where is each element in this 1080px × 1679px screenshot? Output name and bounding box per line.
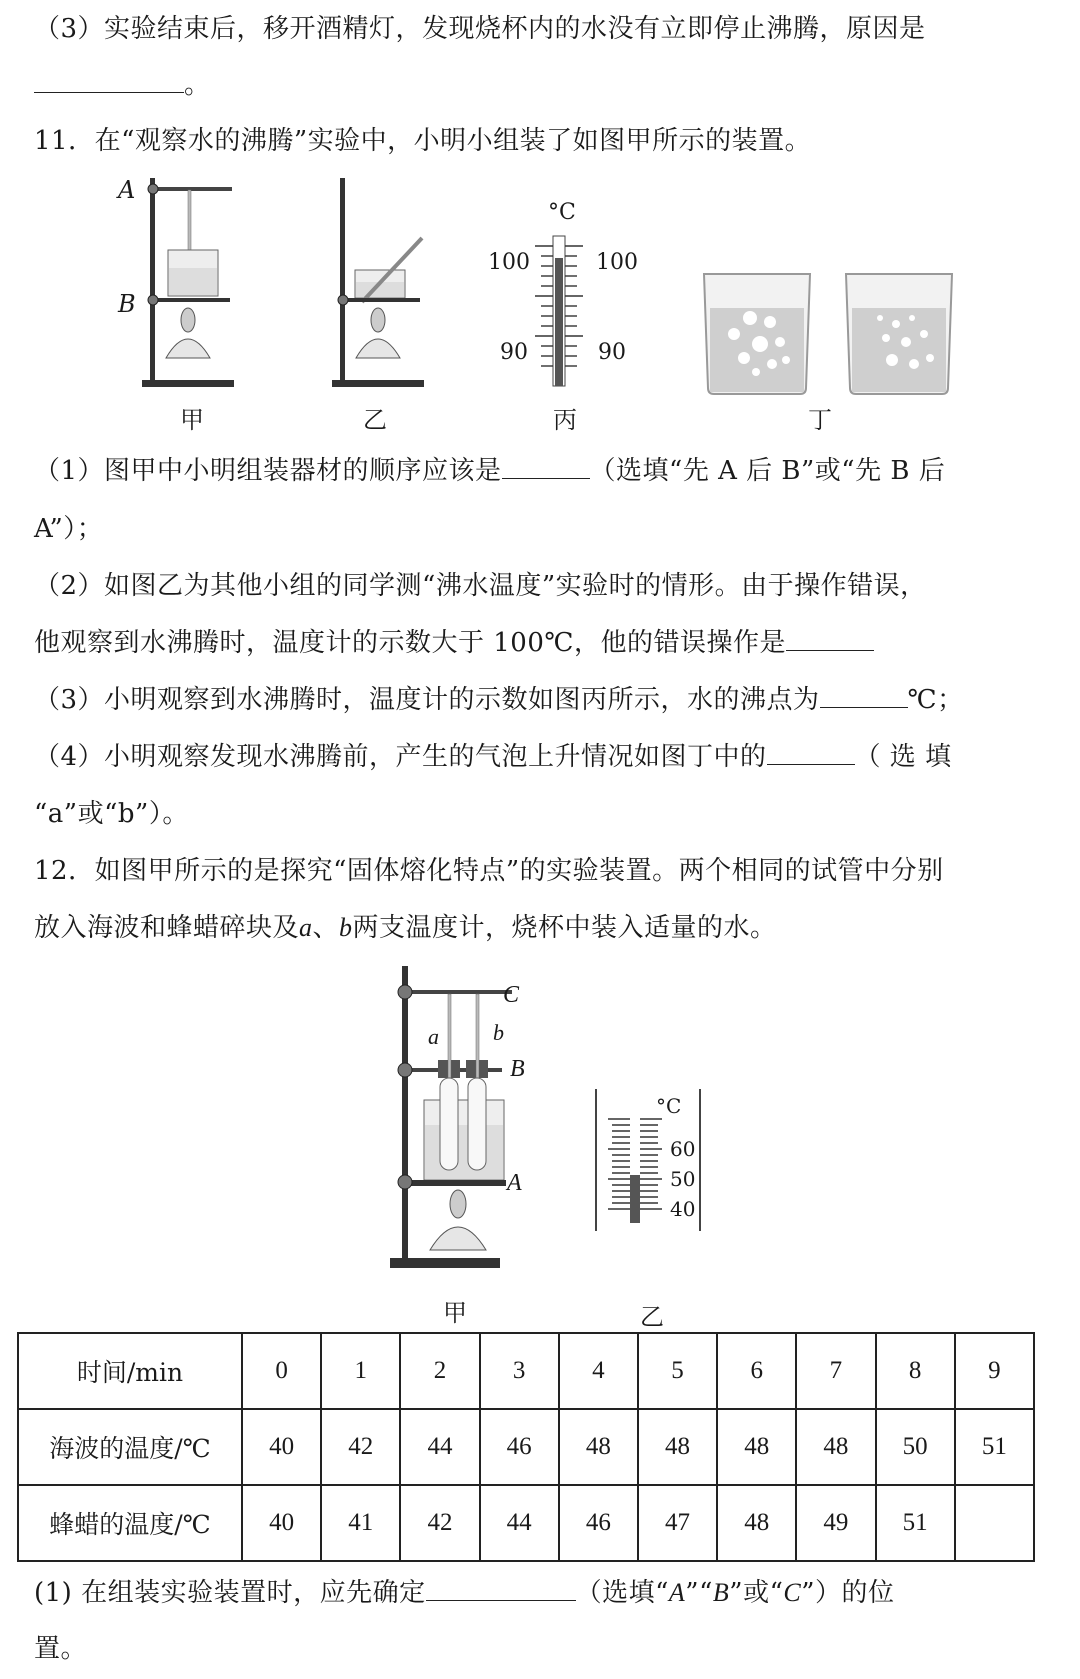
- caption-bing: 丙: [553, 406, 577, 434]
- q11-part4-options: （ 选 填: [854, 742, 952, 772]
- q11-figure-yi: [320, 170, 450, 395]
- table-cell: 47: [638, 1485, 717, 1561]
- q10-part3-end: 。: [184, 70, 211, 100]
- q12-data-table: [17, 1332, 1035, 1562]
- table-cell: 7: [796, 1333, 875, 1409]
- q12-part1-options-open: （选填“: [575, 1578, 669, 1608]
- q11-figure-bing-thermometer: [525, 228, 595, 388]
- q11-figure-jia: [120, 170, 250, 395]
- q12-stem-text-2: 放入海波和蜂蜡碎块及: [34, 913, 300, 943]
- table-header-label: 时间/min: [18, 1333, 242, 1409]
- q11-part1-line1: [34, 450, 1046, 487]
- q12-stem-text-3: 两支温度计，烧杯中装入适量的水。: [352, 913, 777, 943]
- answer-blank[interactable]: [786, 628, 874, 651]
- q11-figure-ding-beakers: [700, 268, 970, 398]
- answer-blank[interactable]: [34, 70, 184, 93]
- q12-stem-line2: [34, 907, 1046, 944]
- option-C: C: [783, 1578, 802, 1607]
- q11-part2-text-2: 他观察到水沸腾时，温度计的示数大于 100℃，他的错误操作是: [34, 628, 786, 658]
- q11-part2-line1: [34, 565, 1046, 602]
- option-B: B: [712, 1578, 730, 1607]
- q11-part2-line2: [34, 622, 1046, 659]
- q10-part3-text: （3）实验结束后，移开酒精灯，发现烧杯内的水没有立即停止沸腾，原因是: [34, 14, 926, 44]
- table-row: [18, 1333, 1034, 1409]
- table-cell: 41: [321, 1485, 400, 1561]
- q11-part1-options: （选填“先 A 后 B”或“先 B 后: [589, 456, 946, 486]
- q11-part3-text: （3）小明观察到水沸腾时，温度计的示数如图丙所示，水的沸点为: [34, 685, 820, 715]
- q11-part2-text: （2）如图乙为其他小组的同学测“沸水温度”实验时的情形。由于操作错误，: [34, 571, 927, 601]
- caption-jia-q12: 甲: [443, 1299, 467, 1327]
- yi-tick-50: 50: [670, 1167, 696, 1191]
- yi-unit: °C: [656, 1094, 682, 1118]
- bing-tick-90-right: 90: [598, 340, 626, 365]
- table-cell: 46: [559, 1485, 638, 1561]
- table-cell: 44: [480, 1485, 559, 1561]
- q11-part1-options-end: A”）；: [34, 514, 104, 544]
- table-cell: 6: [717, 1333, 796, 1409]
- label-A: A: [507, 1170, 522, 1196]
- answer-blank[interactable]: [820, 685, 908, 708]
- table-cell: 46: [480, 1409, 559, 1485]
- q10-part3-answer-line: [34, 64, 1046, 101]
- bing-tick-90-left: 90: [500, 340, 528, 365]
- table-cell: 3: [480, 1333, 559, 1409]
- q12-part1-text: (1) 在组装实验装置时，应先确定: [34, 1578, 426, 1608]
- table-cell: 51: [955, 1409, 1034, 1485]
- table-cell: 2: [400, 1333, 479, 1409]
- caption-yi: 乙: [363, 406, 387, 434]
- q11-part3-line: [34, 679, 1046, 716]
- table-cell: 48: [559, 1409, 638, 1485]
- table-cell: 48: [717, 1409, 796, 1485]
- table-cell: 42: [400, 1485, 479, 1561]
- q12-stem-text: 12．如图甲所示的是探究“固体熔化特点”的实验装置。两个相同的试管中分别: [34, 856, 944, 886]
- var-a: a: [299, 913, 313, 942]
- label-B: B: [510, 1056, 525, 1082]
- bing-tick-100-right: 100: [596, 250, 638, 275]
- label-A: A: [118, 176, 136, 204]
- q11-stem-text: 11．在“观察水的沸腾”实验中，小明小组装了如图甲所示的装置。: [34, 126, 812, 156]
- table-cell: 50: [876, 1409, 955, 1485]
- table-cell: 9: [955, 1333, 1034, 1409]
- q11-part4-line2: [34, 793, 1046, 830]
- answer-blank[interactable]: [426, 1578, 576, 1601]
- q12-part1-line2: [34, 1628, 1046, 1665]
- label-B: B: [118, 290, 136, 318]
- table-cell: 40: [242, 1485, 321, 1561]
- table-cell: 8: [876, 1333, 955, 1409]
- label-C: C: [503, 982, 520, 1008]
- bing-unit: °C: [548, 200, 576, 225]
- option-sep: ”或“: [729, 1578, 784, 1608]
- q11-part1-text: （1）图甲中小明组装器材的顺序应该是: [34, 456, 502, 486]
- caption-ding: 丁: [808, 406, 832, 434]
- table-cell: 48: [638, 1409, 717, 1485]
- q11-part4-options-end: “a”或“b”）。: [34, 799, 189, 829]
- q11-stem: [34, 120, 1046, 157]
- table-row-label: 蜂蜡的温度/℃: [18, 1485, 242, 1561]
- table-cell: 40: [242, 1409, 321, 1485]
- caption-yi-q12: 乙: [640, 1303, 664, 1331]
- table-row-label: 海波的温度/℃: [18, 1409, 242, 1485]
- table-cell: 5: [638, 1333, 717, 1409]
- q12-part1-line1: [34, 1572, 1046, 1609]
- table-cell: 42: [321, 1409, 400, 1485]
- table-cell: 44: [400, 1409, 479, 1485]
- yi-tick-60: 60: [670, 1137, 696, 1161]
- answer-blank[interactable]: [502, 456, 590, 479]
- table-row: [18, 1485, 1034, 1561]
- table-cell-empty[interactable]: [955, 1485, 1034, 1561]
- table-cell: 48: [717, 1485, 796, 1561]
- q12-stem-line1: [34, 850, 1046, 887]
- q11-part3-unit: ℃；: [907, 685, 964, 715]
- bing-tick-100-left: 100: [488, 250, 530, 275]
- answer-blank[interactable]: [767, 742, 855, 765]
- q11-part4-line1: [34, 736, 1046, 773]
- option-sep: ”“: [685, 1578, 713, 1608]
- var-b: b: [339, 913, 353, 942]
- q11-part1-line2: [34, 508, 1046, 545]
- label-a: a: [428, 1024, 439, 1049]
- label-b: b: [493, 1020, 504, 1045]
- var-sep: 、: [312, 913, 340, 943]
- yi-tick-40: 40: [670, 1197, 696, 1221]
- q12-part1-end: 置。: [34, 1634, 88, 1664]
- table-row: [18, 1409, 1034, 1485]
- q11-part4-text: （4）小明观察发现水沸腾前，产生的气泡上升情况如图丁中的: [34, 742, 767, 772]
- q10-part3-line: [34, 8, 1046, 45]
- q12-part1-options-close: ”）的位: [801, 1578, 895, 1608]
- table-cell: 0: [242, 1333, 321, 1409]
- table-cell: 48: [796, 1409, 875, 1485]
- caption-jia: 甲: [180, 406, 204, 434]
- table-cell: 1: [321, 1333, 400, 1409]
- table-cell: 4: [559, 1333, 638, 1409]
- table-cell: 51: [876, 1485, 955, 1561]
- table-cell: 49: [796, 1485, 875, 1561]
- option-A: A: [668, 1578, 686, 1607]
